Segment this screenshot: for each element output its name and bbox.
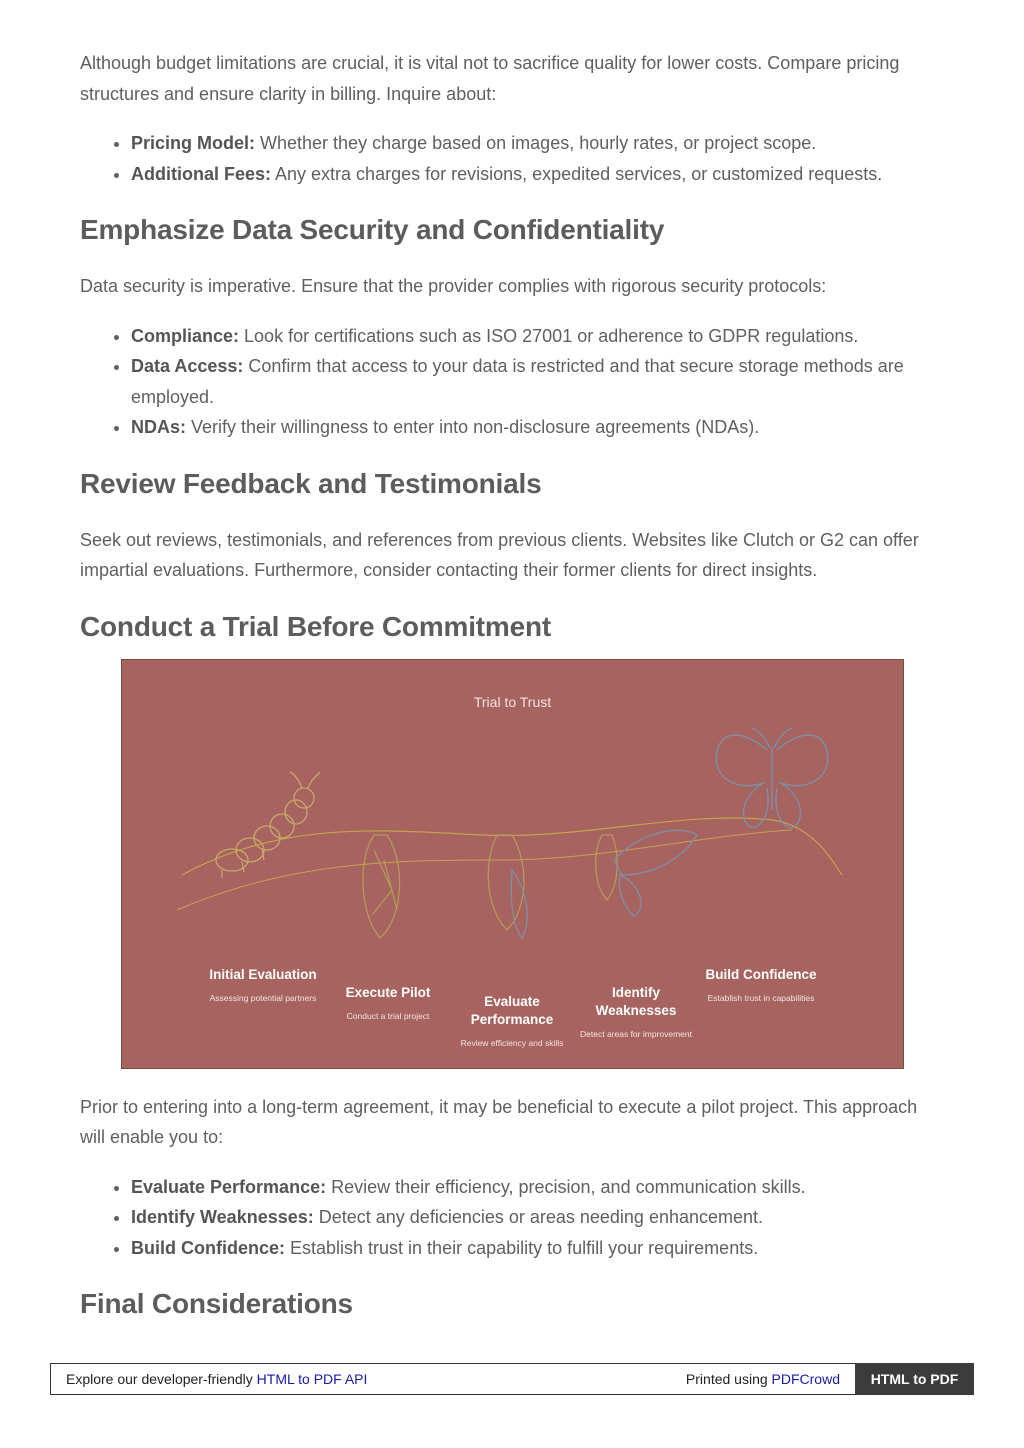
trial-list — [80, 1172, 940, 1264]
butterfly-icon — [716, 728, 828, 828]
item-label: Additional Fees: — [131, 163, 272, 184]
emerging-cocoon-icon — [488, 835, 527, 938]
trial-to-trust-illustration — [121, 659, 904, 1069]
stage-identify-weaknesses — [576, 984, 696, 1039]
list-item — [131, 1202, 940, 1233]
item-text: Verify their willingness to enter into non-disclosure agreements (NDAs). — [186, 417, 760, 437]
trial-paragraph: Prior to entering into a long-term agreement, it may be beneficial to execute a pilot project. This approach will enable you to: — [80, 1096, 918, 1147]
item-text: Confirm that access to your data is restricted and that secure storage methods are employed. — [131, 356, 904, 407]
footer-left — [66, 1371, 367, 1387]
item-label: NDAs: — [131, 417, 187, 437]
footer-right-text: Printed using — [685, 1371, 772, 1387]
html-to-pdf-api-link[interactable]: HTML to PDF API — [256, 1371, 368, 1387]
stage-description: Conduct a trial project — [346, 1011, 430, 1021]
caterpillar-icon — [216, 772, 320, 878]
stage-title: Execute Pilot — [345, 985, 431, 1000]
item-label: Build Confidence: — [131, 1237, 285, 1258]
section-heading-trial: Conduct a Trial Before Commitment — [80, 610, 552, 642]
figure-title: Trial to Trust — [473, 694, 552, 710]
list-item — [131, 1233, 940, 1264]
security-paragraph: Data security is imperative. Ensure that the provider complies with rigorous security protocols: — [80, 276, 827, 296]
pdfcrowd-link[interactable]: PDFCrowd — [771, 1371, 840, 1387]
item-text: Review their efficiency, precision, and communication skills. — [326, 1176, 806, 1197]
stage-title: Identify Weaknesses — [595, 985, 677, 1018]
section-heading-security: Emphasize Data Security and Confidentiality — [80, 214, 665, 245]
section-heading-feedback: Review Feedback and Testimonials — [80, 467, 542, 499]
stage-execute-pilot — [328, 984, 448, 1021]
item-label: Compliance: — [131, 325, 240, 346]
stage-title: Build Confidence — [705, 967, 817, 982]
section-heading-final: Final Considerations — [80, 1288, 353, 1319]
intro-paragraph: Although budget limitations are crucial, it is vital not to sacrifice quality for lower costs. Compare pricing structures and ensure clarity in billing. Inquire about: — [80, 53, 900, 104]
footer-right — [686, 1371, 840, 1387]
security-list — [80, 321, 940, 443]
footer-left-text: Explore our developer-friendly — [66, 1371, 257, 1387]
item-text: Detect any deficiencies or areas needing enhancement. — [313, 1207, 764, 1227]
pdf-footer-banner — [50, 1363, 974, 1395]
feedback-paragraph: Seek out reviews, testimonials, and references from previous clients. Websites like Clutch or G2 can offer impartial evaluations. Furthermore, consider contacting their former clients for direct insights. — [80, 529, 919, 580]
stage-title: Initial Evaluation — [209, 967, 317, 982]
branch-line-upper — [182, 818, 842, 875]
stage-description: Assessing potential partners — [209, 993, 317, 1003]
item-text: Any extra charges for revisions, expedited services, or customized requests. — [271, 163, 883, 184]
list-item — [131, 159, 940, 190]
stage-description: Establish trust in capabilities — [707, 993, 815, 1003]
stage-description: Detect areas for improvement — [580, 1029, 692, 1039]
butterfly-emerging-icon — [596, 830, 697, 916]
pricing-list — [80, 128, 940, 189]
item-label: Identify Weaknesses: — [131, 1207, 314, 1227]
cocoon-icon — [363, 835, 400, 938]
list-item — [131, 321, 940, 352]
item-label: Data Access: — [131, 356, 244, 376]
stage-description: Review efficiency and skills — [460, 1038, 564, 1048]
stage-build-confidence — [701, 966, 821, 1003]
list-item — [131, 351, 940, 412]
item-label: Evaluate Performance: — [131, 1176, 327, 1197]
stage-title: Evaluate Performance — [470, 994, 554, 1027]
item-text: Whether they charge based on images, hourly rates, or project scope. — [255, 133, 817, 153]
list-item — [131, 412, 940, 443]
item-text: Look for certifications such as ISO 27001 or adherence to GDPR regulations. — [239, 325, 859, 346]
html-to-pdf-button[interactable]: HTML to PDF — [855, 1363, 974, 1395]
stage-initial-evaluation — [203, 966, 323, 1003]
item-label: Pricing Model: — [131, 133, 256, 153]
list-item — [131, 128, 940, 159]
stage-evaluate-performance — [452, 993, 572, 1048]
list-item — [131, 1172, 940, 1203]
item-text: Establish trust in their capability to fulfill your requirements. — [285, 1237, 759, 1258]
